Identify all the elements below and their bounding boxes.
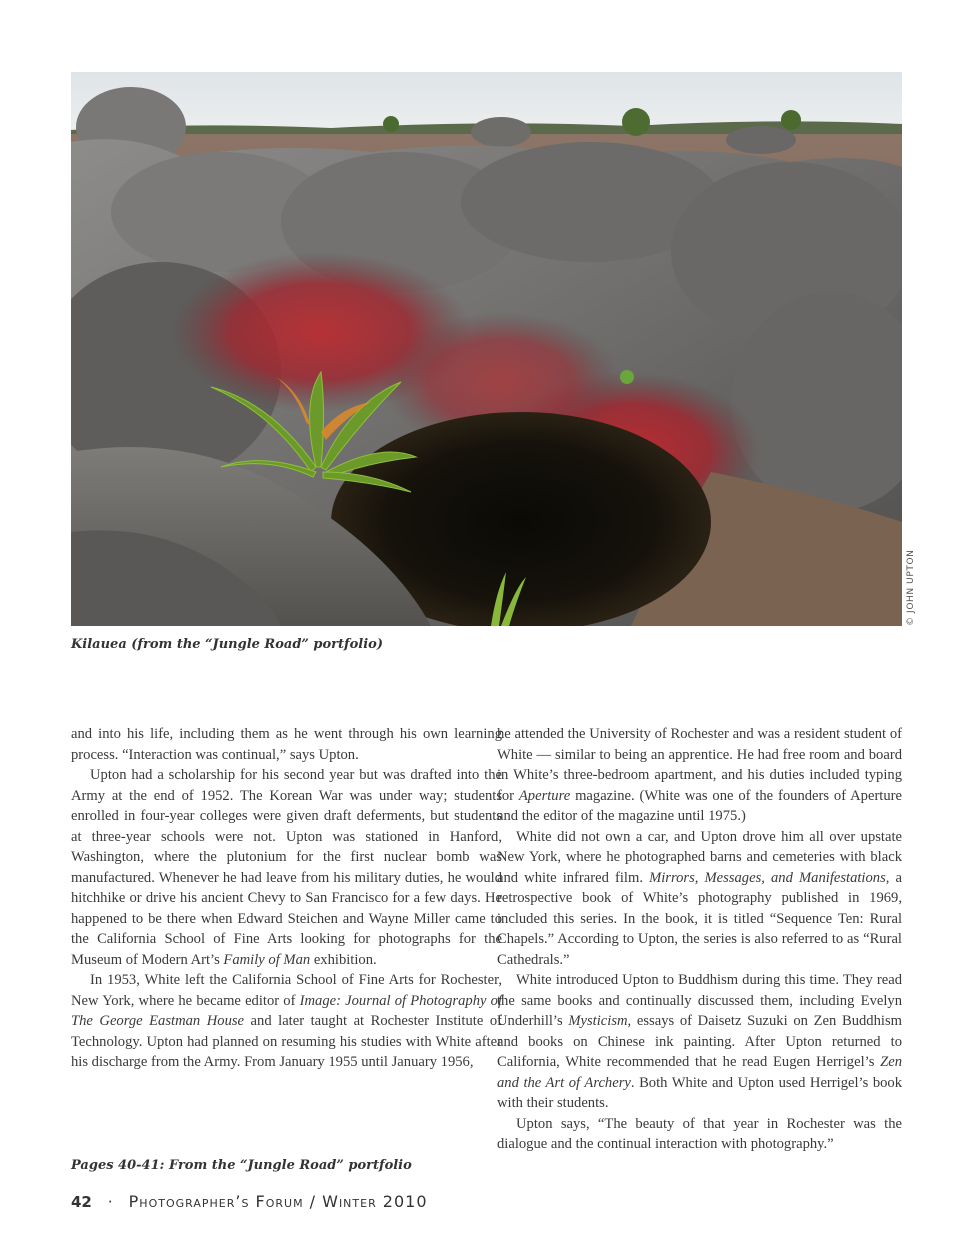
right-paragraph-4: Upton says, “The beauty of that year in Rochester was the dialogue and the continual interaction with photography.”: [497, 1115, 902, 1152]
photo-caption: Kilauea (from the “Jungle Road” portfolio): [71, 637, 383, 652]
page-number: 42: [71, 1193, 92, 1211]
left-column: [71, 724, 502, 1073]
right-paragraph-3: White introduced Upton to Buddhism during this time. They read the same books and continually discussed them, including Evelyn Underhill’s Mysticism, essays of Daisetz Suzuki on Zen Buddhism and books on Chinese ink painting. After Upton returned to California, White recommended that he read Eugen Herrigel’s Zen and the Art of Archery. Both White and Upton used Herrigel’s book with their students.: [497, 972, 903, 1111]
magazine-issue: Photographer’s Forum / Winter 2010: [128, 1192, 428, 1211]
kilauea-photograph: [71, 72, 902, 626]
left-paragraph-3: In 1953, White left the California School of Fine Arts for Rochester, New York, where he became editor of Image: Journal of Photography of The George Eastman House and later taught at Rochester Institute of Technology. Upton had planned on resuming his studies with White after his discharge from the Army. From January 1955 until January 1956,: [71, 972, 502, 1070]
right-paragraph-2: White did not own a car, and Upton drove him all over upstate New York, where he photographed barns and cemeteries with black and white infrared film. Mirrors, Messages, and Manifestations, a retrospective book of White’s photography published in 1969, included this series. In the book, it is titled “Sequence Ten: Rural Chapels.” According to Upton, the series is also referred to as “Rural Cathedrals.”: [497, 828, 902, 968]
pages-caption: Pages 40-41: From the “Jungle Road” portfolio: [71, 1158, 412, 1173]
right-paragraph-1: he attended the University of Rochester and was a resident student of White — similar to being an apprentice. He had free room and board in White’s three-bedroom apartment, and his duties included typing for Aperture magazine. (White was one of the founders of Aperture and the editor of the magazine until 1975.): [497, 726, 902, 824]
left-paragraph-1: and into his life, including them as he went through his own learning process. “Interaction was continual,” says Upton.: [71, 726, 502, 763]
right-column: [497, 724, 902, 1155]
footer-separator: ·: [107, 1193, 113, 1211]
left-paragraph-2: Upton had a scholarship for his second year but was drafted into the Army at the end of 1952. The Korean War was under way; students enrolled in four-year colleges were given draft deferments, but students at three-year schools were not. Upton was stationed in Hanford, Washington, where the plutonium for the first nuclear bomb was manufactured. Whenever he had leave from his military duties, he would hitchhike or drive his ancient Chevy to San Francisco for a few days. He happened to be there when Edward Steichen and Wayne Miller came to the California School of Fine Arts looking for photographs for the Museum of Modern Art’s Family of Man exhibition.: [71, 767, 502, 968]
page-footer: [71, 1192, 428, 1211]
photo-credit: © JOHN UPTON: [906, 549, 916, 626]
